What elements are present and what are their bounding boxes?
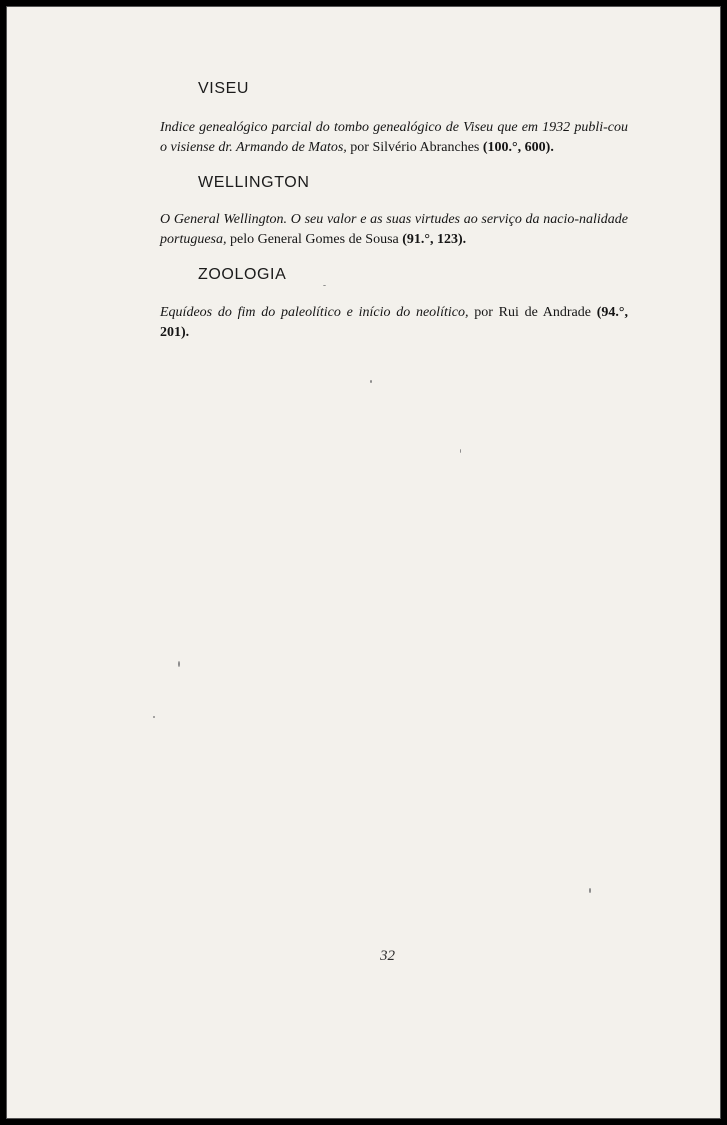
paper-speck — [153, 716, 155, 718]
entry-title: Equídeos do fim do paleolítico e início do neolítico, — [160, 305, 469, 320]
paper-speck — [178, 661, 180, 667]
entry-author: por Silvério Abranches — [346, 140, 483, 155]
entry-zoologia — [160, 303, 628, 343]
document-page — [6, 6, 721, 1119]
entry-citation: (100.°, 600). — [482, 140, 554, 155]
entry-citation: (91.°, 123). — [402, 232, 467, 247]
entry-author: pelo General Gomes de Sousa — [226, 232, 403, 247]
paper-speck — [323, 285, 326, 286]
section-heading-viseu: VISEU — [198, 80, 250, 97]
entry-author: por Rui de Andrade — [468, 305, 597, 320]
entry-title: O General Wellington. O seu valor e as suas virtudes ao serviço da nacio-nalidade portuguesa, — [160, 212, 628, 247]
paper-speck — [370, 380, 372, 383]
entry-viseu — [160, 118, 628, 158]
page-number: 32 — [380, 948, 395, 964]
entry-title: Indice genealógico parcial do tombo genealógico de Viseu que em 1932 publi-cou o visiense dr. Armando de Matos, — [160, 120, 628, 155]
section-heading-wellington: WELLINGTON — [198, 174, 310, 191]
entry-citation: (94.°, 201). — [160, 305, 628, 340]
paper-speck — [589, 888, 591, 893]
entry-wellington — [160, 210, 628, 250]
section-heading-zoologia: ZOOLOGIA — [198, 266, 287, 283]
paper-speck — [460, 449, 461, 453]
page-border — [6, 6, 721, 1119]
